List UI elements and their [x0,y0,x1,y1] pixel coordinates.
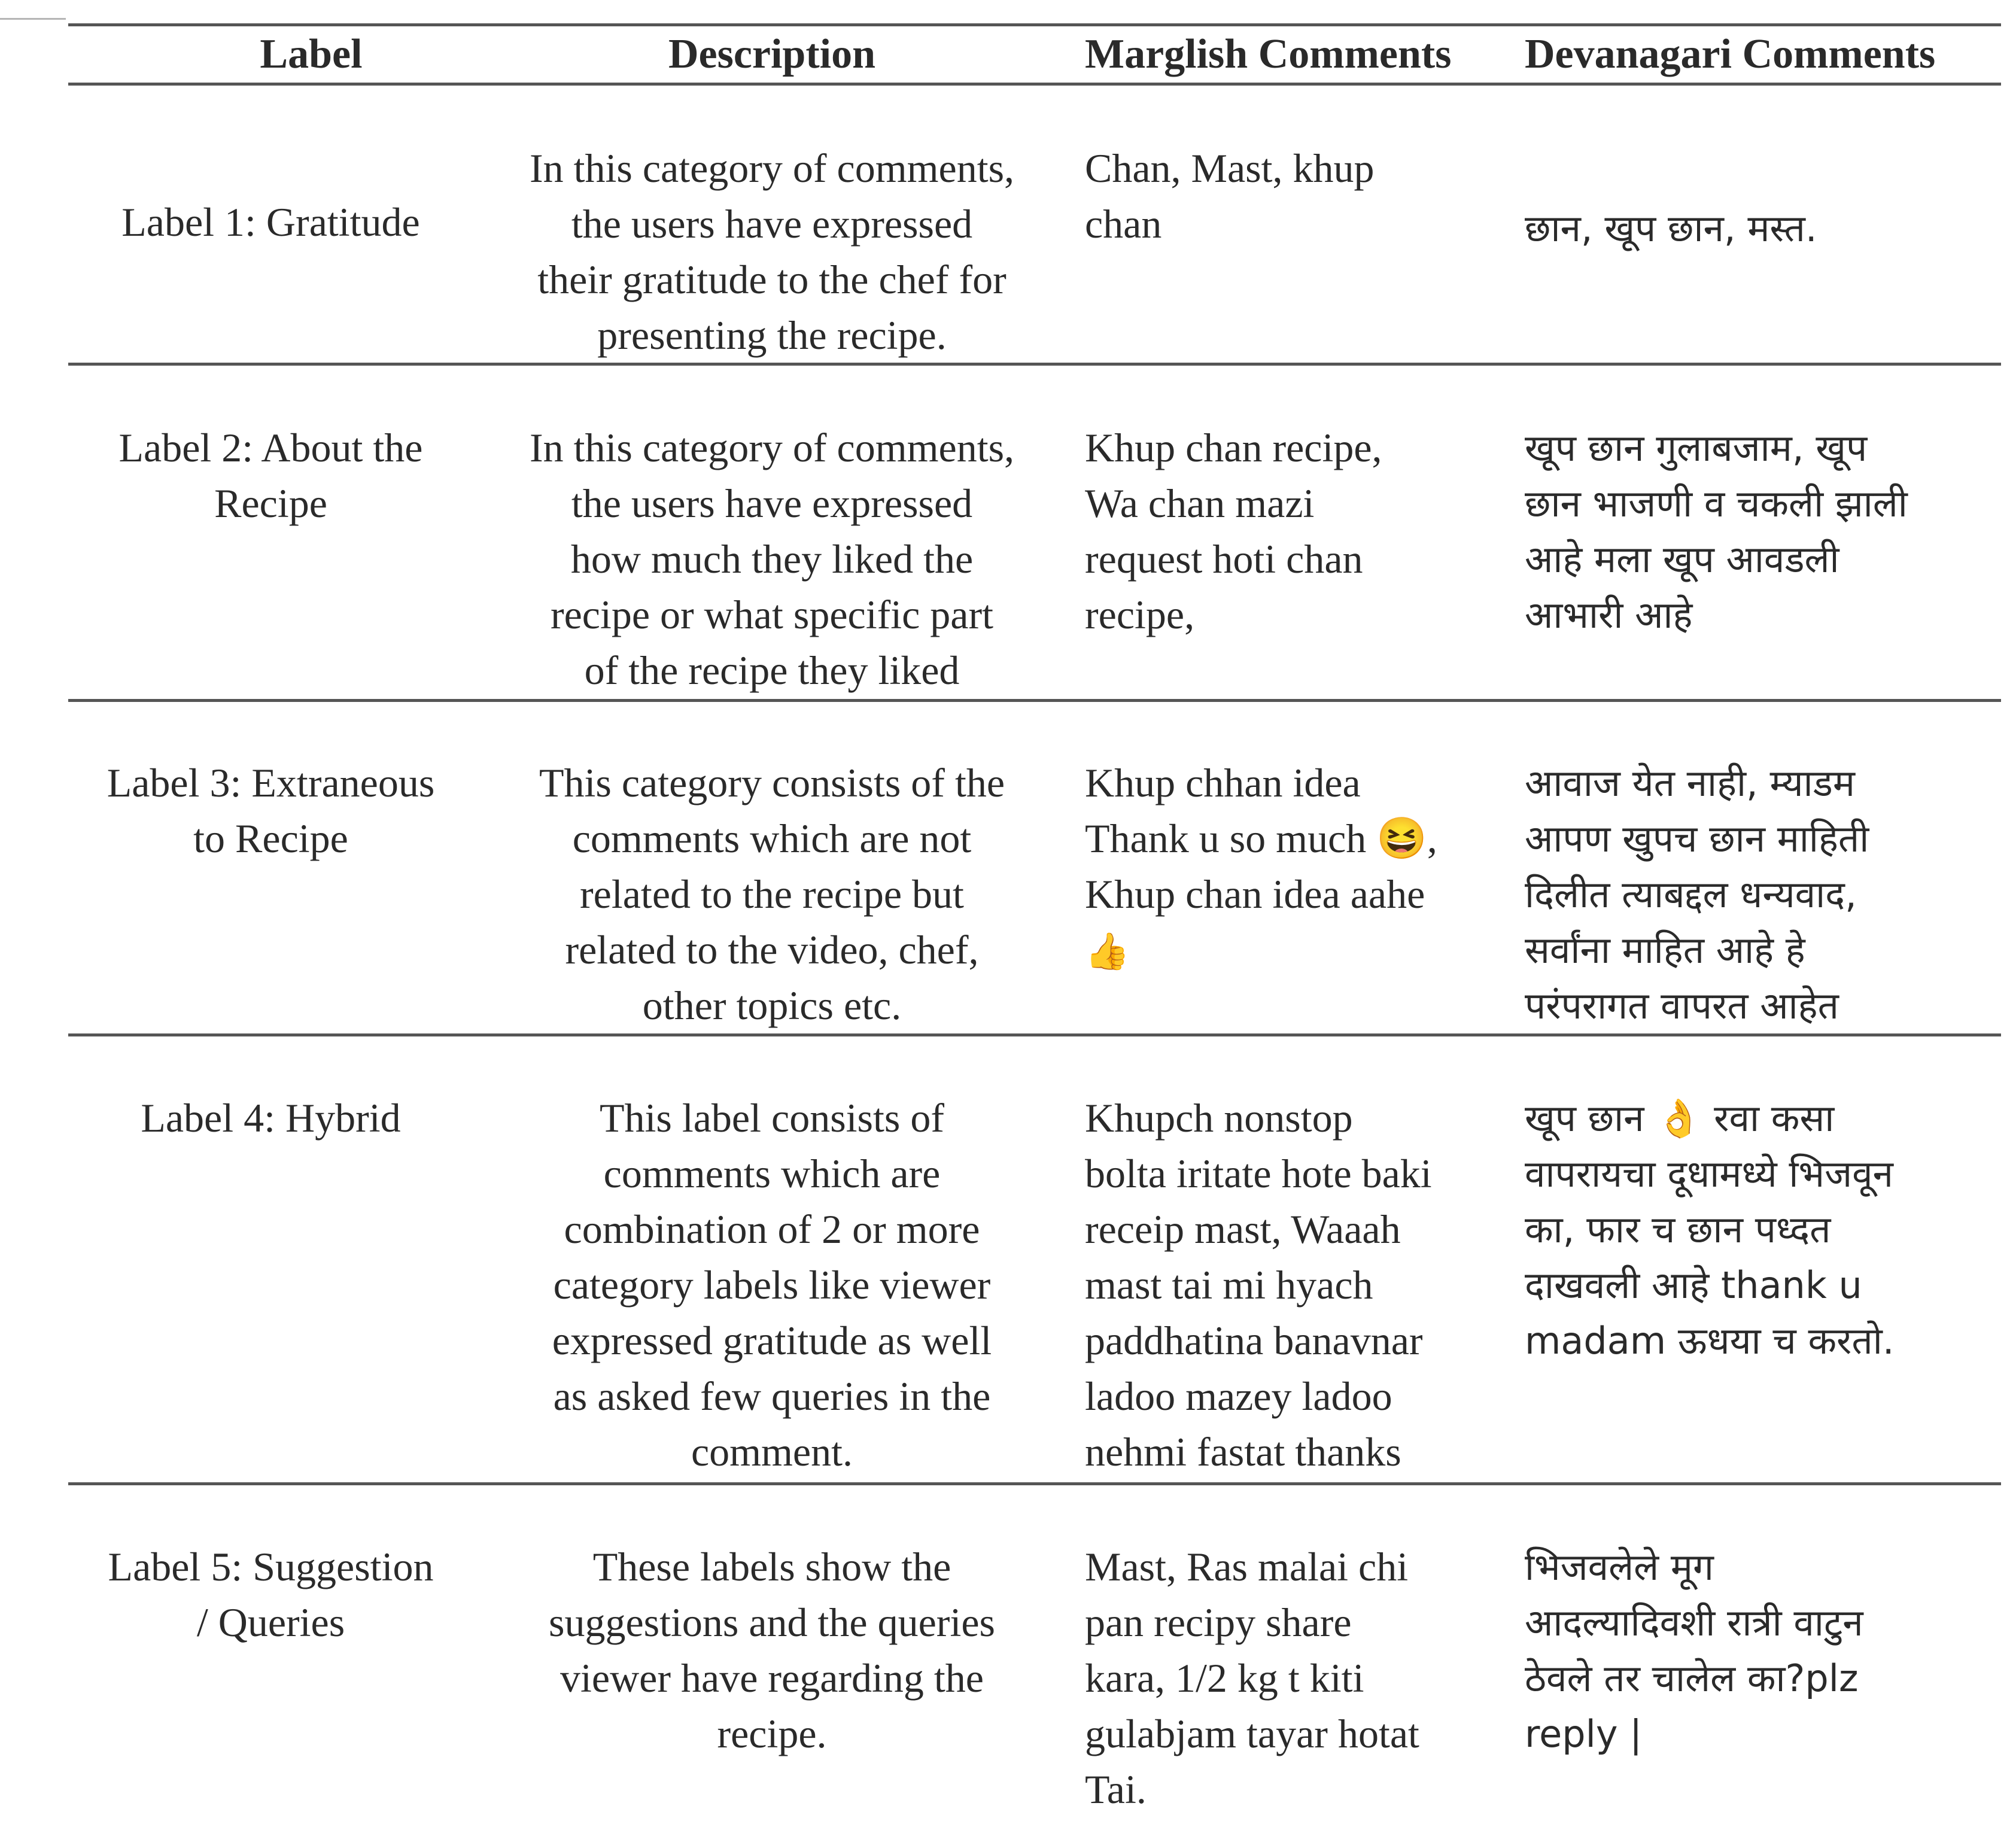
row-divider-3 [68,1033,2001,1036]
row-3-devanagari: आवाज येत नाही, म्याडम आपण खुपच छान माहिती दिलीत त्याबद्दल धन्यवाद, सर्वांना माहित आहे हे परंपरागत वापरत आहेत [1525,761,1869,1027]
row-5-description: These labels show the suggestions and the queries viewer have regarding the recipe. [549,1544,995,1756]
row-2-label: Label 2: About the Recipe [118,425,423,526]
row-3-marglish: Khup chhan idea Thank u so much 😆, Khup chan idea aahe 👍 [1085,755,1504,980]
row-4-label: Label 4: Hybrid [141,1095,401,1141]
header-label: Label [260,31,363,77]
corner-mark [0,18,66,20]
row-5-marglish: Mast, Ras malai chi pan recipy share kara, 1/2 kg t kiti gulabjam tayar hotat Tai. [1085,1544,1419,1812]
row-1-marglish: Chan, Mast, khup chan [1085,145,1375,247]
row-4-marglish: Khupch nonstop bolta iritate hote baki receip mast, Waaah mast tai mi hyach paddhatina banavnar ladoo mazey ladoo nehmi fastat thanks [1085,1095,1432,1475]
row-divider-4 [68,1482,2001,1485]
row-4-description: This label consists of comments which are combination of 2 or more category labels like viewer expressed gratitude as well as asked few queries in the comment. [552,1095,992,1475]
row-divider-2 [68,699,2001,702]
row-1-label: Label 1: Gratitude [121,199,420,245]
row-5-devanagari: भिजवलेले मूग आदल्यादिवशी रात्री वाटुन ठेवले तर चालेल का?plz reply | [1525,1545,1863,1756]
row-3-description: This category consists of the comments which are not related to the recipe but related to the video, chef, other topics etc. [539,760,1005,1028]
header-description: Description [668,31,876,77]
row-4-devanagari: खूप छान 👌 रवा कसा वापरायचा दूधामध्ये भिजवून का, फार च छान पध्दत दाखवली आहे thank u madam ऊधया च करतो. [1525,1096,1895,1363]
row-2-devanagari: खूप छान गुलाबजाम, खूप छान भाजणी व चकली झाली आहे मला खूप आवडली आभारी आहे [1525,426,1908,637]
row-5-label: Label 5: Suggestion / Queries [108,1544,434,1645]
row-2-description: In this category of comments, the users have expressed how much they liked the recipe or what specific part of the recipe they liked [529,425,1015,693]
row-1-devanagari: छान, खूप छान, मस्त. [1525,206,1817,250]
thumbs-up-icon: 👍 [1085,931,1130,972]
header-marglish: Marglish Comments [1085,31,1452,77]
row-3-label: Label 3: Extraneous to Recipe [107,760,435,861]
header-bottom-rule [68,83,2001,86]
row-2-marglish: Khup chan recipe, Wa chan mazi request hoti chan recipe, [1085,425,1382,637]
row-1-description: In this category of comments, the users have expressed their gratitude to the chef for presenting the recipe. [529,145,1015,358]
header-devanagari: Devanagari Comments [1525,31,1936,77]
